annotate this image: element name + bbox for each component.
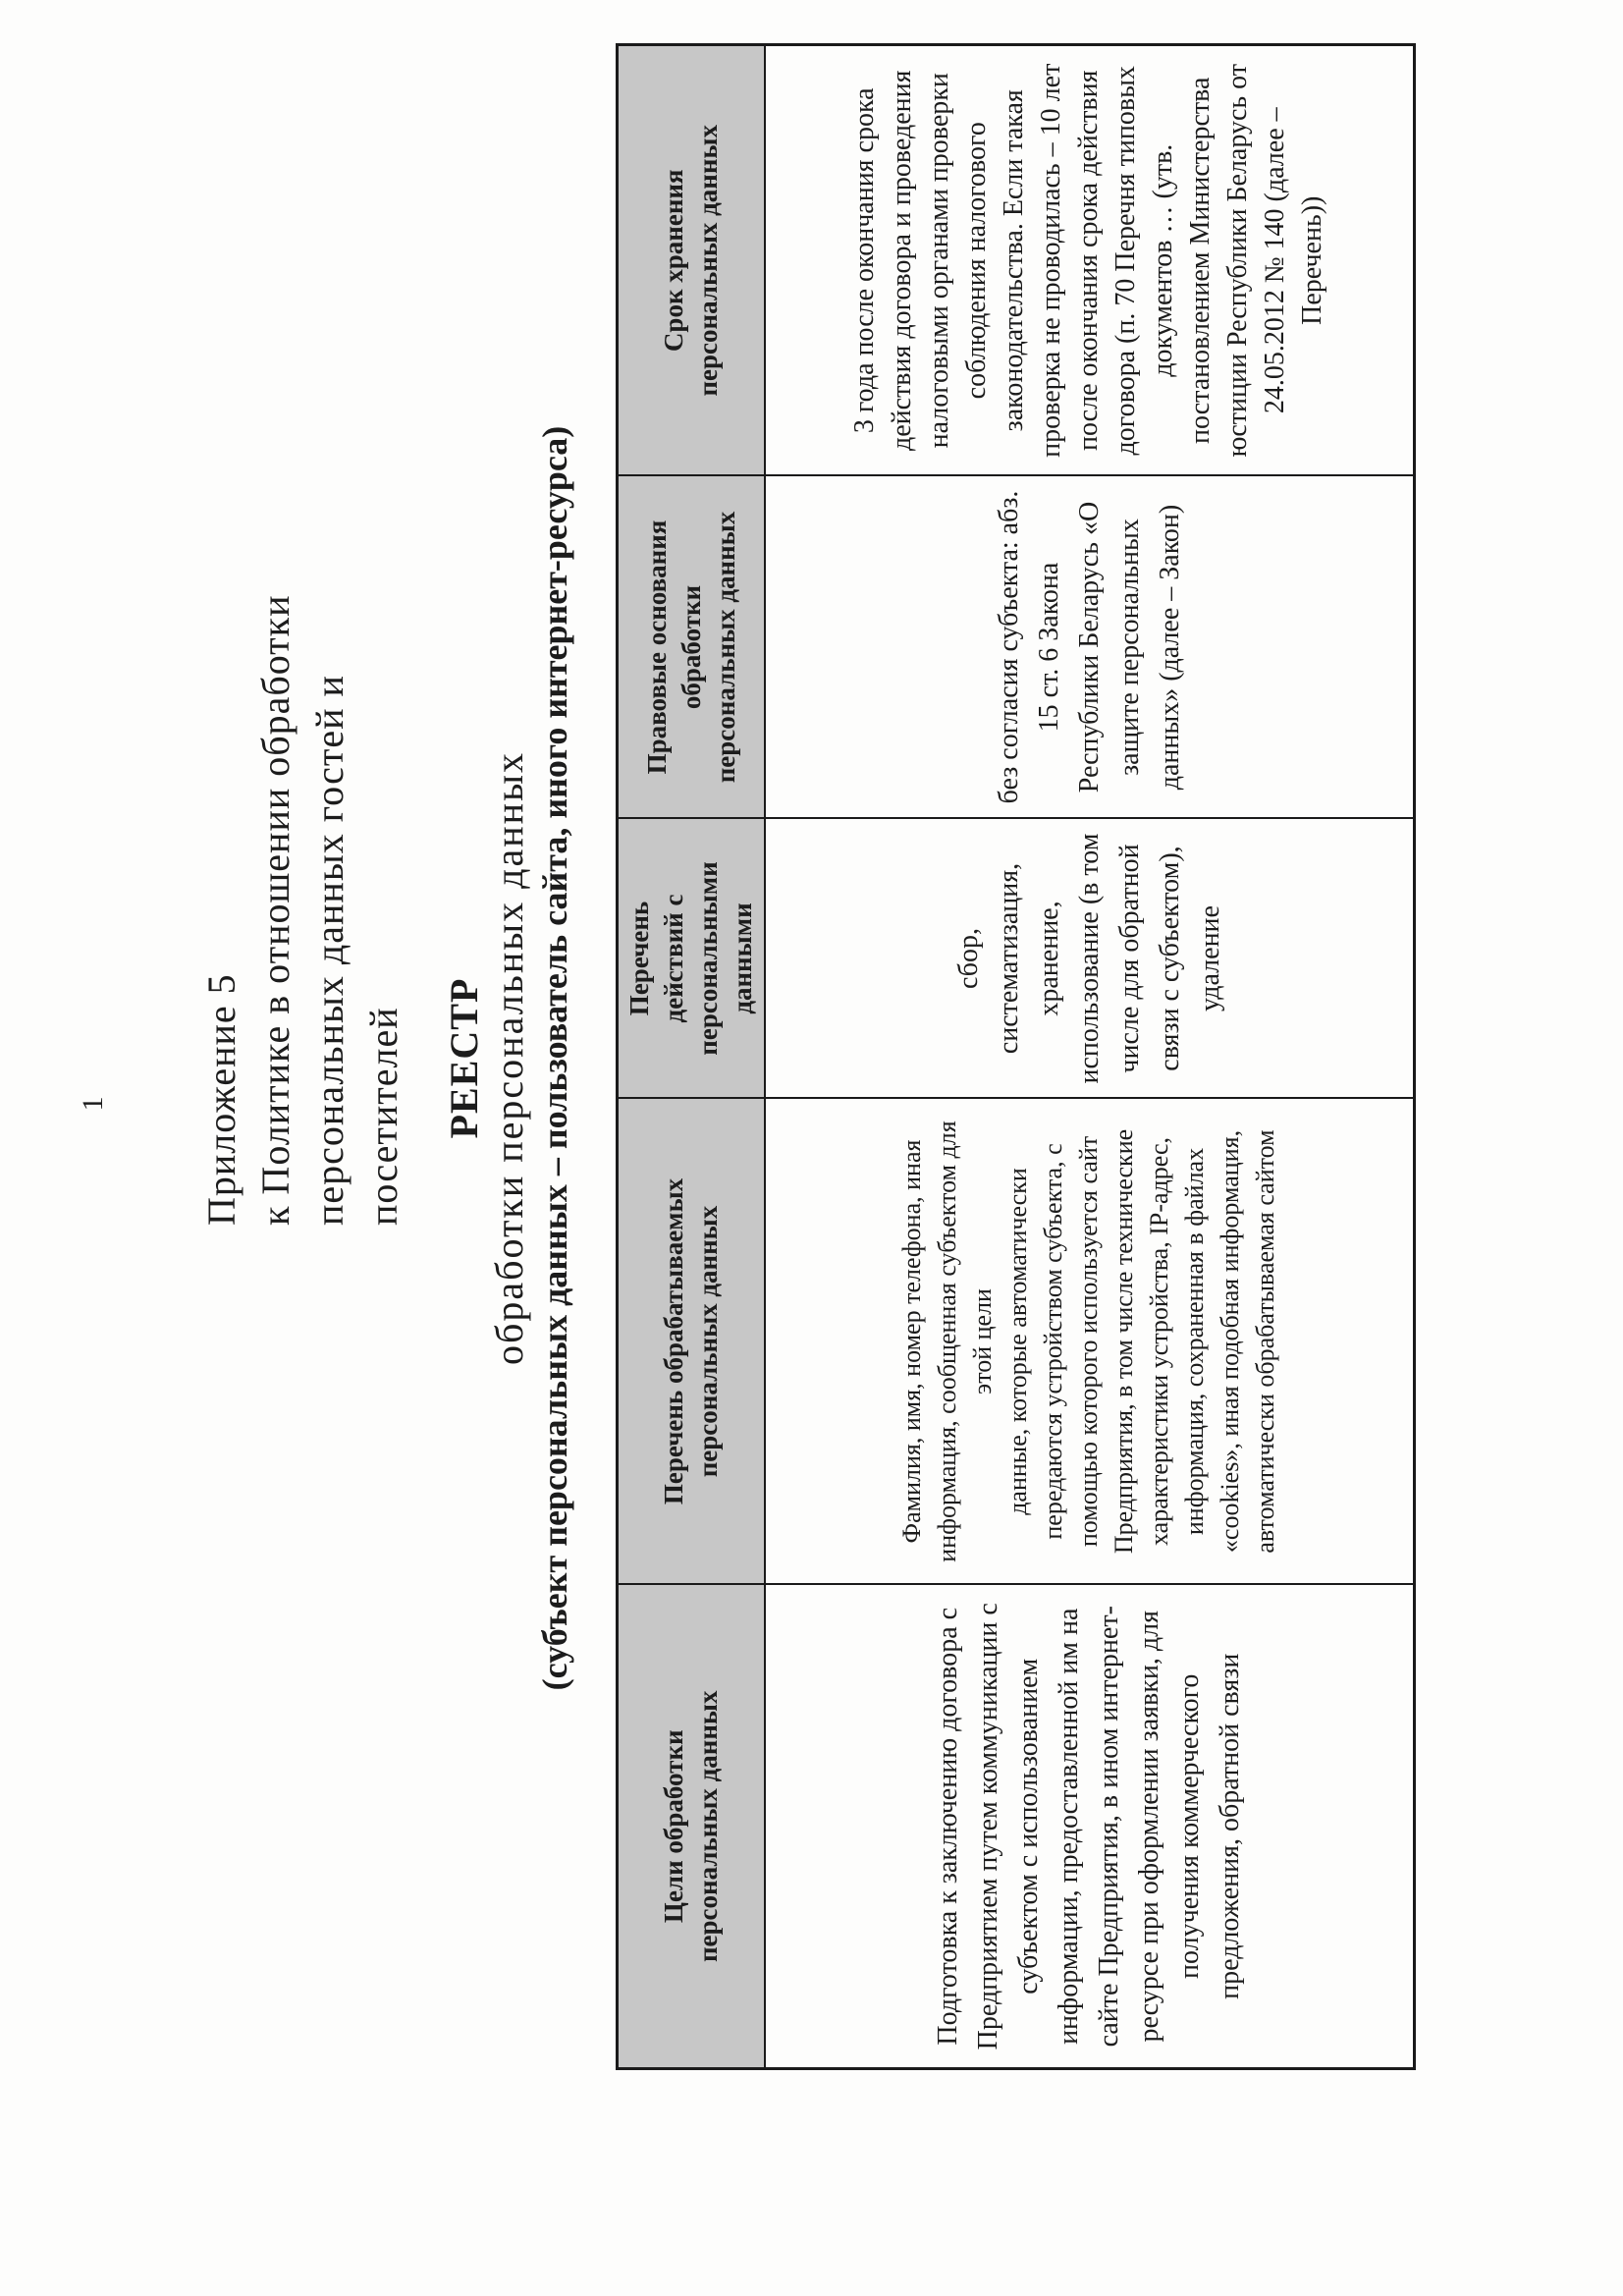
header-line: Срок хранения — [659, 169, 688, 353]
doc-title-line2: обработки персональных данных — [487, 751, 531, 1365]
header-line: персональных данных — [693, 1205, 723, 1478]
cell-text: без согласия субъекта: абз. 15 ст. 6 Закона Республики Беларусь «О защите персональных данных» (далее – Закон) — [993, 490, 1185, 804]
cell-text: Подготовка к заключению договора с Предприятием путем коммуникации с субъектом с использованием информации, предоставленной им на сайте Предприятия, в ином интернет-ресурсе при оформлении заявки, для получения коммерческого предложения, обратной связи — [933, 1603, 1246, 2050]
doc-title: РЕЕСТР — [442, 977, 486, 1139]
cell-text: данные, которые автоматически передаются устройством субъекта, с помощью которого используется сайт Предприятия, в том числе технические характеристики устройства, IP-адрес, информация, сохраненная в файлах «cookies», иная подобная информация, автоматически обрабатываемая сайтом — [1003, 1128, 1280, 1555]
col-header-retention — [618, 45, 766, 476]
cell-retention — [765, 45, 1414, 476]
header-line: Перечень — [624, 901, 654, 1016]
col-header-actions — [618, 819, 766, 1099]
header-line: действий с — [659, 894, 688, 1023]
header-line: данными — [728, 902, 757, 1014]
cell-text: 3 года после окончания срока действия договора и проведения налоговыми органами проверки соблюдения налогового законодательства. Если такая проверка не проводилась – 10 лет после окончания срока действия договора (п. 70 Перечня типовых документов … (утв. постановлением Министерства юстиции Республики Беларусь от 24.05.2012 № 140 (далее – Перечень)) — [849, 63, 1328, 458]
page-number: 1 — [77, 1096, 109, 1112]
doc-subtitle: (субъект персональных данных – пользователь сайта, иного интернет-ресурса) — [535, 425, 574, 1691]
header-line: Цели обработки — [659, 1729, 688, 1924]
cell-legal-basis — [765, 476, 1414, 819]
appendix-line: персональных данных гостей и — [307, 675, 352, 1226]
header-line: персональными — [693, 861, 723, 1056]
appendix-line: к Политике в отношении обработки — [253, 594, 298, 1226]
cell-personal-data — [765, 1099, 1414, 1585]
header-line: обработки — [676, 584, 706, 710]
appendix-block — [194, 594, 410, 1226]
cell-actions — [765, 819, 1414, 1099]
col-header-goals — [618, 1585, 766, 2069]
appendix-line: посетителей — [361, 1007, 406, 1226]
cell-text: Фамилия, имя, номер телефона, иная информация, сообщенная субъектом для этой цели — [897, 1121, 998, 1562]
header-row — [618, 45, 766, 2069]
header-line: персональных данных — [693, 125, 723, 397]
header-line: персональных данных — [710, 511, 740, 784]
cell-text: сбор, систематизация, хранение, использование (в том числе для обратной связи с субъектом), удаление — [952, 833, 1225, 1084]
appendix-line: Приложение 5 — [199, 973, 243, 1226]
header-line: Правовые основания — [641, 519, 672, 775]
title-block — [442, 46, 577, 2070]
header-line: персональных данных — [693, 1690, 723, 1962]
registry-table — [616, 43, 1416, 2070]
cell-goals — [765, 1585, 1414, 2069]
col-header-personal-data — [618, 1099, 766, 1585]
header-line: Перечень обрабатываемых — [659, 1177, 688, 1505]
col-header-legal-basis — [618, 476, 766, 819]
table-row — [765, 45, 1414, 2069]
